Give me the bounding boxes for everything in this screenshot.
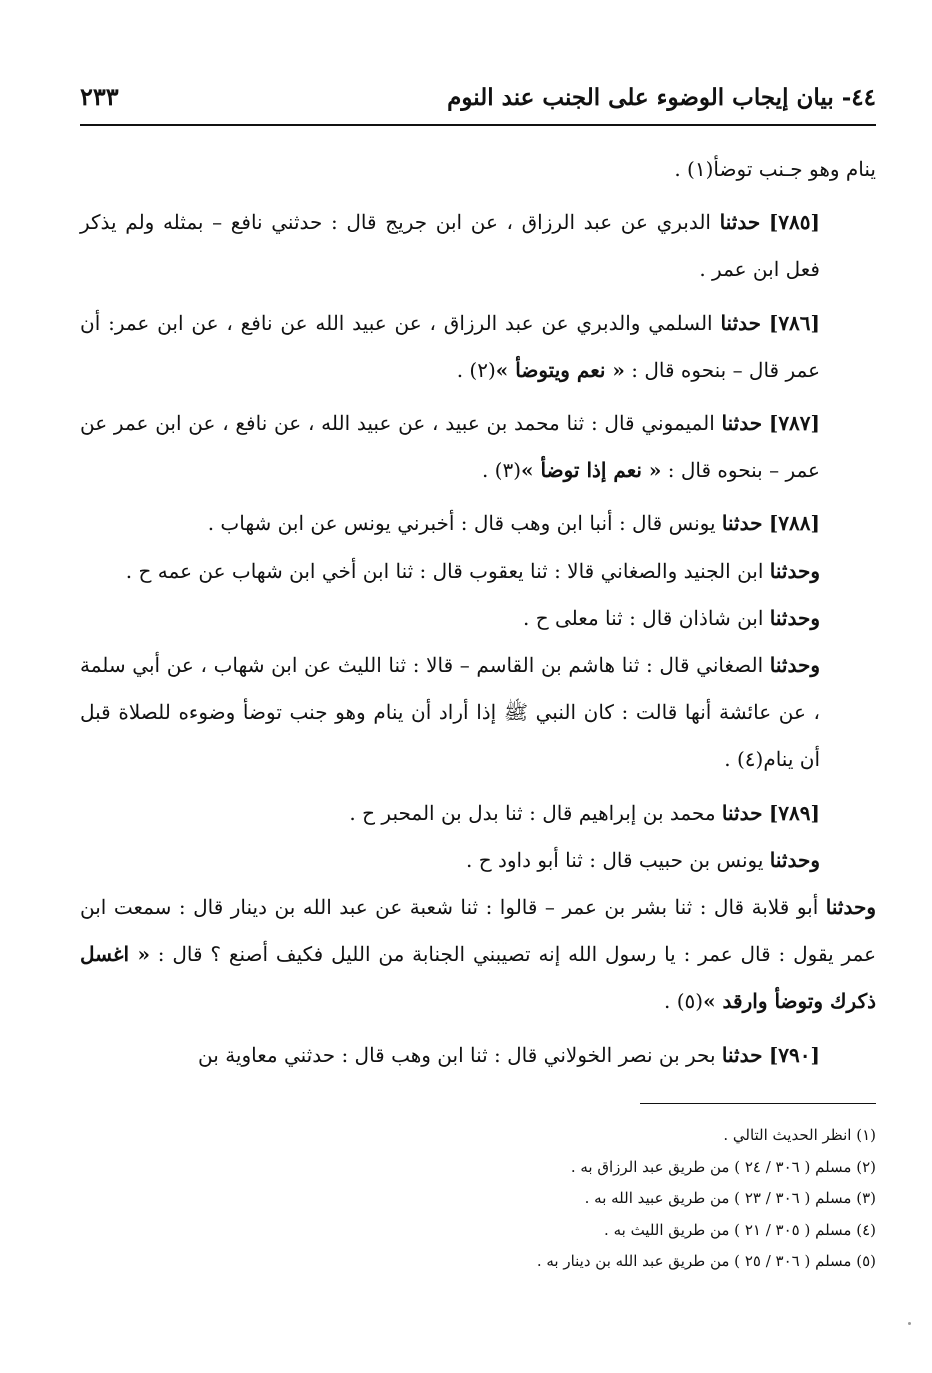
hadith-lead: حدثنا — [720, 310, 761, 335]
chain-lead: وحدثنا — [769, 558, 820, 583]
chain-text: ابن الجنيد والصغاني قالا : ثنا يعقوب قال : ثنا ابن أخي ابن شهاب عن عمه ح . — [125, 558, 764, 583]
chain-paragraph — [80, 642, 876, 784]
chain-text: الصغاني قال : ثنا هاشم بن القاسم – قالا : ثنا الليث عن ابن شهاب ، عن أبي سلمة ، عن عائشة أنها قالت : كان النبي ﷺ إذا أراد أن ينام وهو جنب توضأ وضوءه للصلاة قبل أن ينام(٤) . — [80, 653, 820, 772]
chain-lead: وحدثنا — [769, 653, 820, 678]
hadith-quote: « نعم ويتوضأ » — [495, 357, 625, 382]
hadith-text: السلمي والدبري عن عبد الرزاق ، عن عبيد الله عن نافع ، عن ابن عمر: أن عمر قال – بنحوه قال : — [80, 310, 820, 382]
footnotes — [80, 1120, 876, 1278]
hadith-text: الدبري عن عبد الرزاق ، عن ابن جريج قال : حدثني نافع – بمثله ولم يذكر فعل ابن عمر . — [80, 210, 820, 282]
hadith-number: [٧٨٦] — [768, 310, 821, 335]
chain-paragraph — [80, 548, 876, 595]
chain-lead: وحدثنا — [769, 605, 820, 630]
footnote-1: (١) انظر الحديث التالي . — [723, 1126, 876, 1144]
hadith-tail: (٥) . — [664, 989, 704, 1014]
chapter-title: ٤٤- بيان إيجاب الوضوء على الجنب عند النوم — [447, 84, 876, 111]
hadith-number: [٧٨٨] — [768, 511, 820, 536]
hadith-lead: حدثنا — [719, 210, 761, 235]
hadith-number: [٧٨٩] — [768, 800, 820, 825]
hadith-787 — [80, 400, 876, 494]
hadith-786 — [80, 300, 876, 394]
footnote-rule — [640, 1103, 876, 1104]
hadith-789 — [80, 790, 876, 837]
chain-paragraph — [80, 595, 876, 642]
footnote-5: (٥) مسلم ( ٣٠٦ / ٢٥ ) من طريق عبد الله بن دينار به . — [536, 1252, 876, 1270]
chain-paragraph — [80, 884, 876, 1026]
hadith-790 — [80, 1032, 876, 1079]
footnote-3: (٣) مسلم ( ٣٠٦ / ٢٣ ) من طريق عبيد الله به . — [584, 1189, 876, 1207]
chain-lead: وحدثنا — [769, 847, 820, 872]
hadith-text: بحر بن نصر الخولاني قال : ثنا ابن وهب قال : حدثني معاوية بن — [198, 1042, 716, 1067]
hadith-lead: حدثنا — [721, 800, 763, 825]
main-text — [80, 146, 876, 1079]
paragraph-continuation: ينام وهو جـنب توضأ(١) . — [674, 157, 876, 181]
hadith-lead: حدثنا — [721, 411, 763, 436]
hadith-number: [٧٨٧] — [768, 411, 821, 436]
page-number: ٢٣٣ — [80, 82, 119, 111]
chain-lead: وحدثنا — [825, 895, 877, 920]
scan-speck — [908, 1322, 911, 1325]
hadith-text: الميموني قال : ثنا محمد بن عبيد ، عن عبيد الله ، عن نافع ، عن ابن عمر عن عمر – بنحوه قال : — [80, 411, 820, 483]
chain-paragraph — [80, 837, 876, 884]
hadith-tail: (٣) . — [481, 458, 522, 483]
hadith-number: [٧٩٠] — [768, 1042, 820, 1067]
header-rule — [80, 124, 876, 126]
hadith-lead: حدثنا — [721, 511, 763, 536]
page-header — [80, 78, 876, 122]
hadith-quote: « اغسل ذكرك وتوضأ وارقد » — [80, 942, 876, 1014]
hadith-quote: « نعم إذا توضأ » — [521, 458, 662, 483]
chain-text: ابن شاذان قال : ثنا معلى ح . — [523, 605, 764, 630]
hadith-text: يونس قال : أنبا ابن وهب قال : أخبرني يونس عن ابن شهاب . — [207, 511, 716, 536]
hadith-text: محمد بن إبراهيم قال : ثنا بدل بن المحبر ح . — [349, 800, 716, 825]
hadith-number: [٧٨٥] — [768, 210, 820, 235]
hadith-lead: حدثنا — [721, 1042, 763, 1067]
footnote-2: (٢) مسلم ( ٣٠٦ / ٢٤ ) من طريق عبد الرزاق به . — [570, 1157, 876, 1176]
chain-text: يونس بن حبيب قال : ثنا أبو داود ح . — [466, 847, 764, 872]
chain-text: أبو قلابة قال : ثنا بشر بن عمر – قالوا : ثنا شعبة عن عبد الله بن دينار قال : سمعت ابن عمر يقول : قال عمر : يا رسول الله إنه تصيبني الجنابة من الليل فكيف أصنع ؟ قال : — [80, 895, 877, 967]
hadith-785 — [80, 199, 876, 293]
footnote-4: (٤) مسلم ( ٣٠٥ / ٢١ ) من طريق الليث به . — [604, 1220, 876, 1239]
hadith-tail: (٢) . — [456, 357, 496, 382]
hadith-788 — [80, 500, 876, 547]
